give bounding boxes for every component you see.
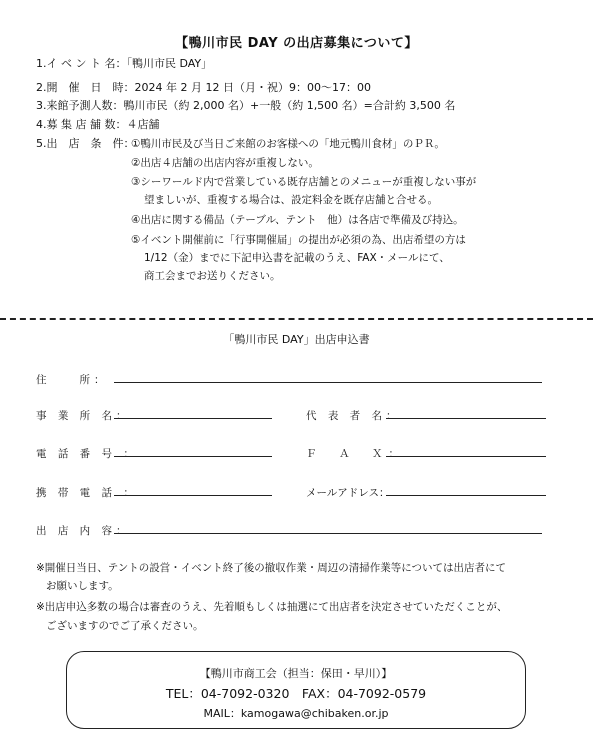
- fax-field[interactable]: [386, 456, 546, 457]
- page-title: 【鴨川市民 DAY の出店募集について】: [175, 36, 418, 51]
- business-name-label: 事 業 所 名：: [36, 410, 131, 422]
- store-count: 4.募 集 店 舗 数：４店舗: [36, 118, 160, 131]
- phone-label: 電 話 番 号 ：: [36, 448, 138, 460]
- note-2-cont: ございますのでご了承ください。: [46, 620, 204, 632]
- form-title: 「鴨川市民 DAY」出店申込書: [223, 333, 370, 346]
- fax-label: Ｆ Ａ Ｘ：: [306, 448, 405, 460]
- address-field[interactable]: [114, 382, 542, 383]
- contact-mail[interactable]: MAIL：kamogawa@chibaken.or.jp: [203, 707, 389, 720]
- representative-field[interactable]: [386, 418, 546, 419]
- note-1: ※開催日当日、テントの設営・イベント終了後の撤収作業・周辺の清掃作業等については出店者にて: [36, 562, 507, 574]
- business-name-field[interactable]: [114, 418, 272, 419]
- note-1-cont: お願いします。: [46, 580, 119, 592]
- mobile-label: 携 帯 電 話 ：: [36, 487, 138, 499]
- condition-5: ⑤イベント開催前に「行事開催届」の提出が必須の為、出店希望の方は: [131, 234, 466, 246]
- address-label: 住 所：: [36, 374, 109, 386]
- visitor-estimate: 3.来館予測人数：鴨川市民（約 2,000 名）+一般（約 1,500 名）=合計約 3,500 名: [36, 99, 456, 112]
- phone-field[interactable]: [114, 456, 272, 457]
- mobile-field[interactable]: [114, 495, 272, 496]
- note-2: ※出店申込多数の場合は審査のうえ、先着順もしくは抽選にて出店者を決定させていただくことが、: [36, 601, 508, 613]
- condition-1: ①鴨川市民及び当日ご来館のお客様への「地元鴨川食材」のＰＲ。: [131, 138, 445, 150]
- contact-org: 【鴨川市商工会（担当：保田・早川）】: [199, 667, 393, 680]
- event-date: 2.開 催 日 時：2024 年 2 月 12 日（月・祝）9：00～17：00: [36, 81, 371, 94]
- condition-4: ④出店に関する備品（テーブル、テント 他）は各店で準備及び持込。: [131, 214, 464, 226]
- condition-5-cont2: 商工会までお送りください。: [144, 270, 281, 282]
- content-field[interactable]: [114, 533, 542, 534]
- condition-3: ③シーワールド内で営業している既存店舗とのメニューが重複しない事が: [131, 176, 477, 188]
- conditions-label: 5.出 店 条 件：: [36, 137, 135, 150]
- email-field[interactable]: [386, 495, 546, 496]
- cut-line: [0, 318, 593, 320]
- content-label: 出 店 内 容：: [36, 525, 131, 537]
- event-name: 1.イ ベ ン ト 名：「鴨川市民 DAY」: [36, 57, 213, 70]
- representative-label: 代 表 者 名：: [306, 410, 401, 422]
- email-label: メールアドレス：: [306, 487, 390, 499]
- contact-tel-fax: TEL：04-7092-0320 FAX：04-7092-0579: [165, 686, 427, 701]
- condition-5-cont: 1/12（金）までに下記申込書を記載のうえ、FAX・メールにて、: [144, 252, 450, 264]
- condition-2: ②出店４店舗の出店内容が重複しない。: [131, 157, 319, 169]
- condition-3-cont: 望ましいが、重複する場合は、設定料金を既存店舗と合せる。: [144, 194, 438, 206]
